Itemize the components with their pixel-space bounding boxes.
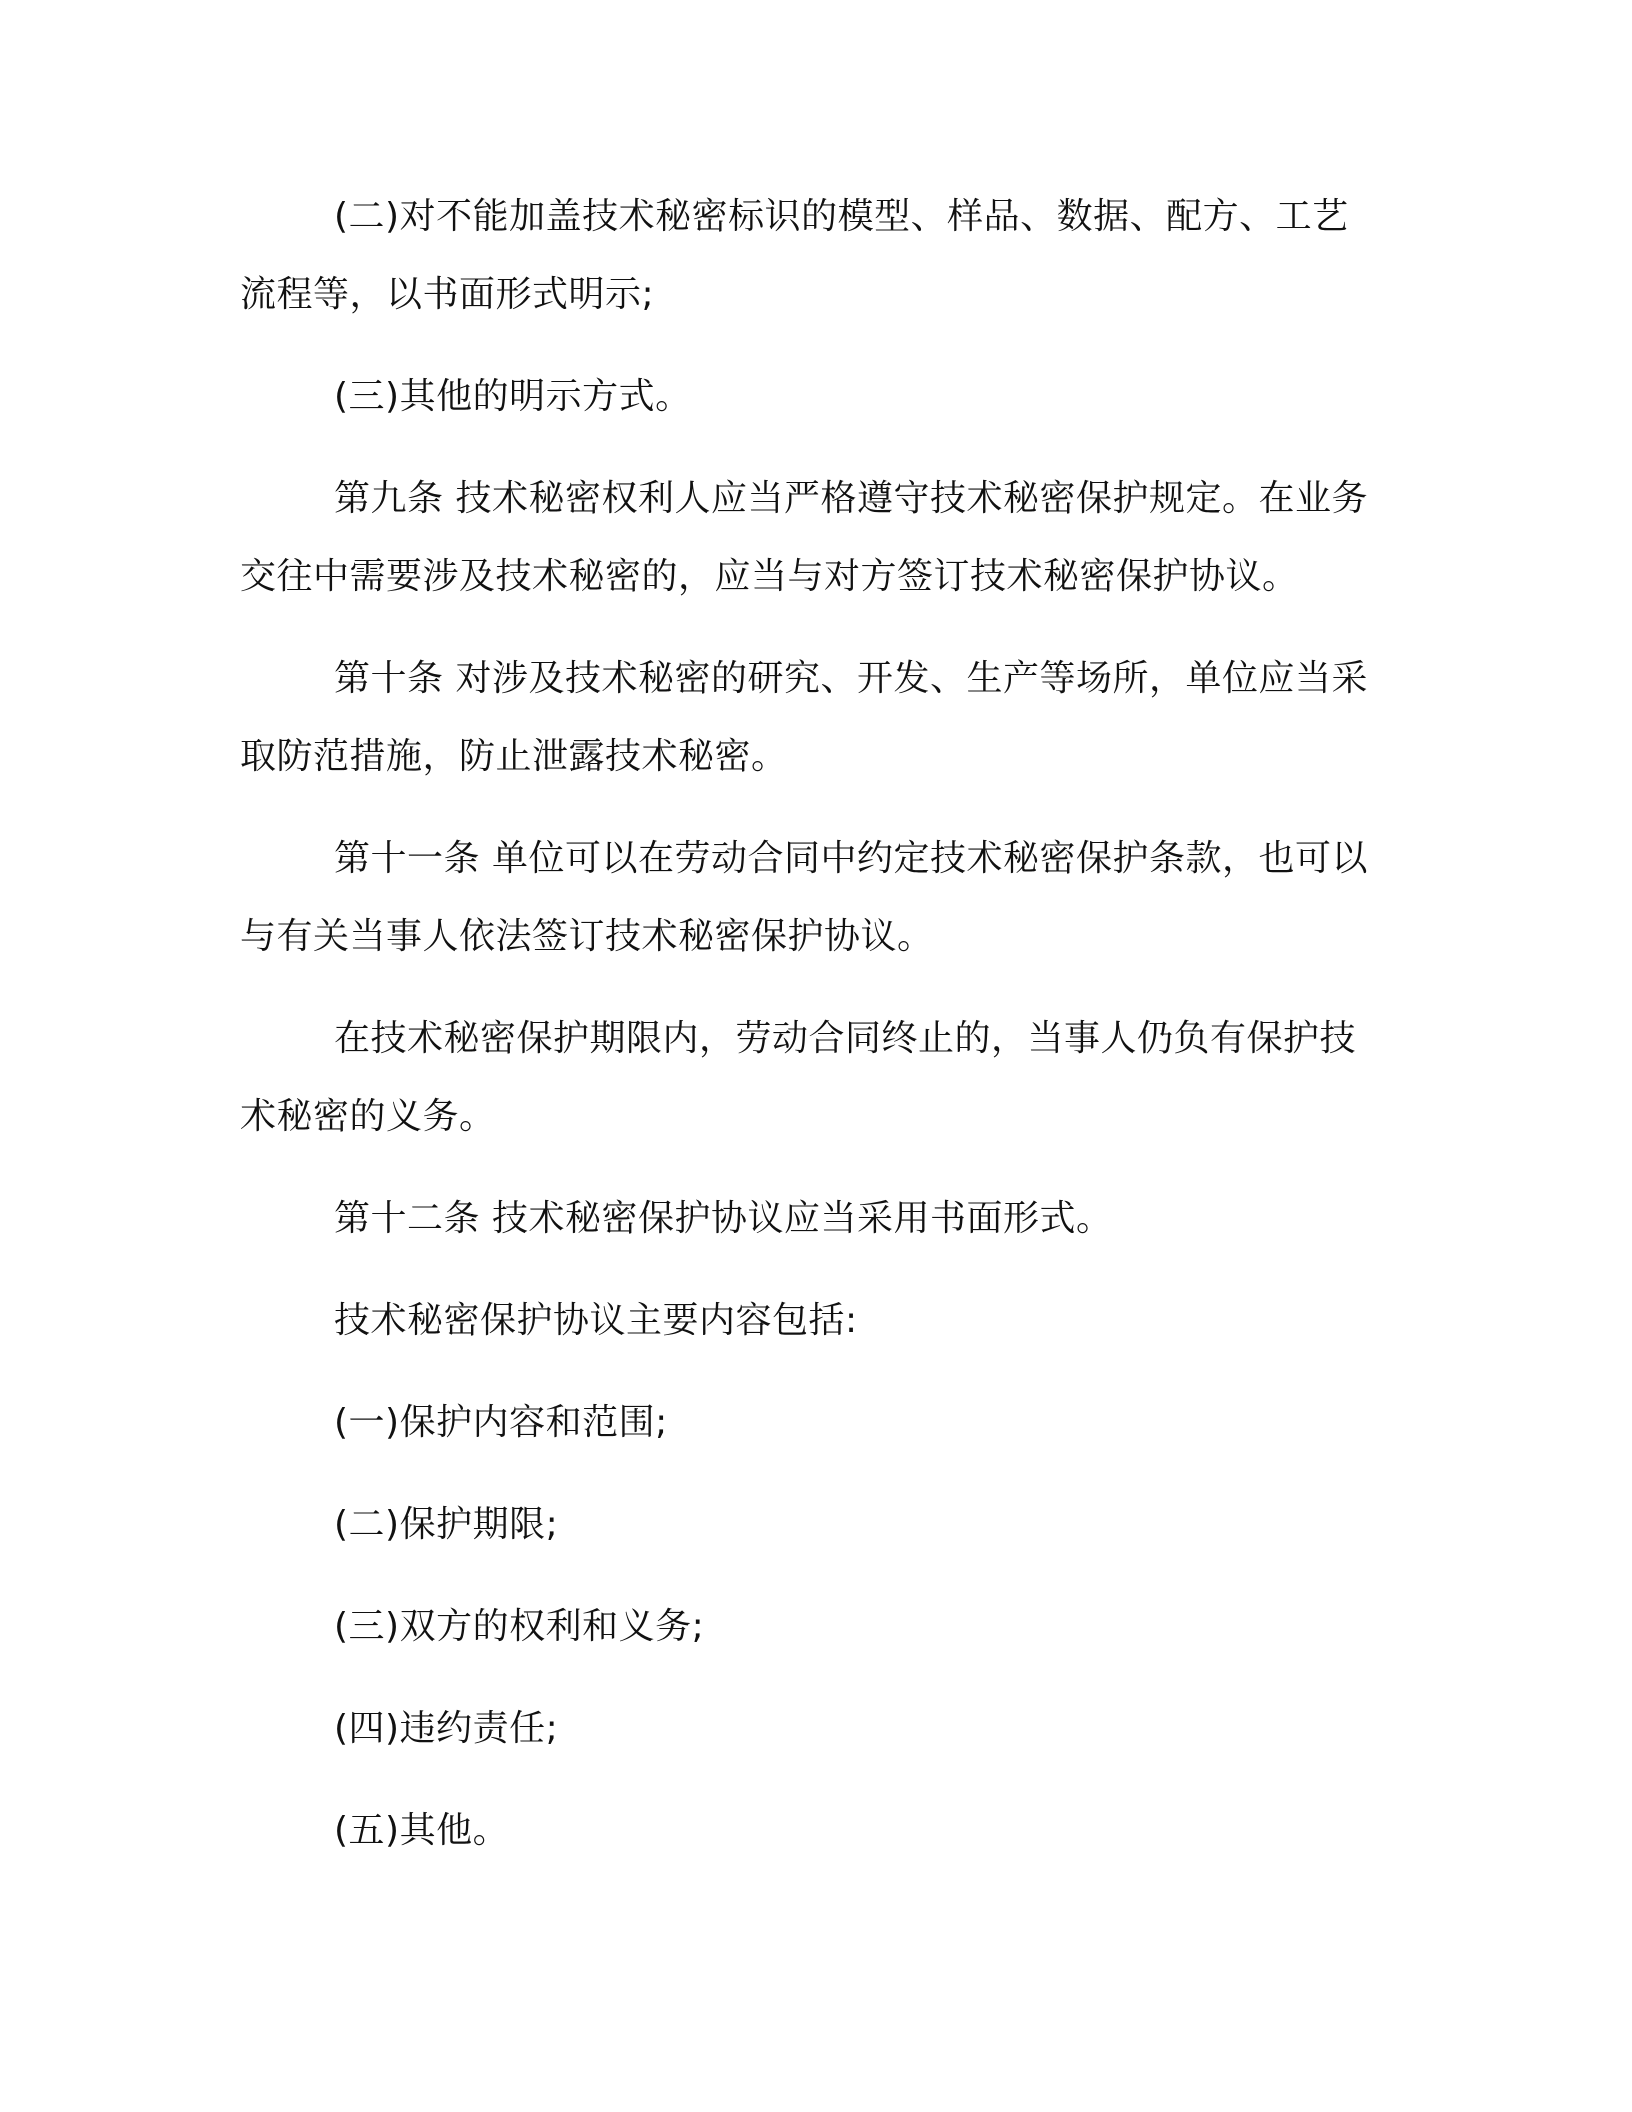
paragraph: (一)保护内容和范围; xyxy=(334,1402,668,1443)
paragraph: (三)其他的明示方式。 xyxy=(334,376,692,417)
paragraph: (二)保护期限; xyxy=(334,1504,559,1545)
paragraph: 技术秘密保护协议主要内容包括: xyxy=(334,1300,858,1341)
paragraph: 第十条 对涉及技术秘密的研究、开发、生产等场所，单位应当采取防范措施，防止泄露技术秘密。 xyxy=(240,658,1368,777)
paragraph: (三)双方的权利和义务; xyxy=(334,1606,705,1647)
paragraph: (二)对不能加盖技术秘密标识的模型、样品、数据、配方、工艺流程等，以书面形式明示; xyxy=(240,196,1349,315)
paragraph: 第十一条 单位可以在劳动合同中约定技术秘密保护条款，也可以与有关当事人依法签订技术秘密保护协议。 xyxy=(240,838,1368,957)
paragraph: 在技术秘密保护期限内，劳动合同终止的，当事人仍负有保护技术秘密的义务。 xyxy=(240,1018,1357,1137)
paragraph: (四)违约责任; xyxy=(334,1708,559,1749)
paragraph: 第十二条 技术秘密保护协议应当采用书面形式。 xyxy=(334,1198,1113,1239)
document-body xyxy=(240,178,1380,1870)
paragraph: (五)其他。 xyxy=(334,1810,510,1851)
paragraph: 第九条 技术秘密权利人应当严格遵守技术秘密保护规定。在业务交往中需要涉及技术秘密的，应当与对方签订技术秘密保护协议。 xyxy=(240,478,1368,597)
